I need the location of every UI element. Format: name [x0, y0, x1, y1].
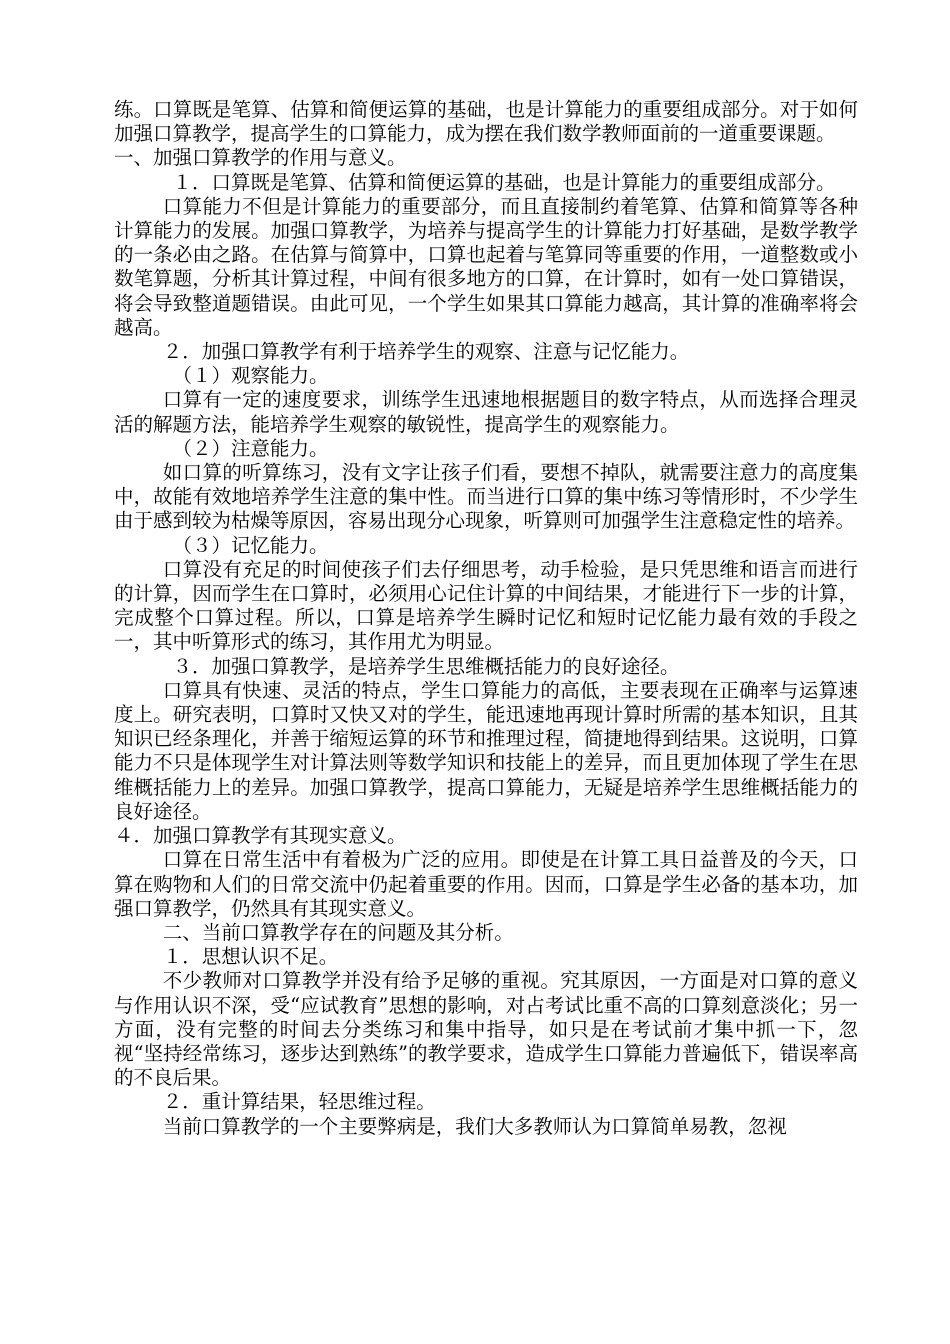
- paragraph: 口算具有快速、灵活的特点，学生口算能力的高低，主要表现在正确率与运算速度上。研究表明，口算时又快又对的学生，能迅速地再现计算时所需的基本知识，且其知识已经条理化，并善于缩短运算的环节和推理过程，简捷地得到结果。这说明，口算能力不只是体现学生对计算法则等数学知识和技能上的差异，而且更加体现了学生在思维概括能力上的差异。加强口算教学，提高口算能力，无疑是培养学生思维概括能力的良好途径。: [114, 678, 858, 823]
- subheading-attention: （２）注意能力。: [172, 436, 329, 460]
- paragraph: 口算没有充足的时间使孩子们去仔细思考，动手检验，是只凭思维和语言而进行的计算，因而学生在口算时，必须用心记住计算的中间结果，才能进行下一步的计算，完成整个口算过程。所以，口算是培养学生瞬时记忆和短时记忆能力最有效的手段之一，其中听算形式的练习，其作用尤为明显。: [114, 557, 858, 654]
- paragraph: 口算有一定的速度要求，训练学生迅速地根据题目的数字特点，从而选择合理灵活的解题方法，能培养学生观察的敏锐性，提高学生的观察能力。: [114, 388, 858, 436]
- paragraph-intro-continuation: 练。口算既是笔算、估算和简便运算的基础，也是计算能力的重要组成部分。对于如何加强口算教学，提高学生的口算能力，成为摆在我们数学教师面前的一道重要课题。: [114, 98, 858, 146]
- subheading-observation: （１）观察能力。: [172, 364, 329, 388]
- subheading-2-2: ２．重计算结果，轻思维过程。: [162, 1090, 436, 1114]
- subheading-1-2: ２．加强口算教学有利于培养学生的观察、注意与记忆能力。: [162, 340, 690, 364]
- paragraph: 口算能力不但是计算能力的重要部分，而且直接制约着笔算、估算和简算等各种计算能力的发展。加强口算教学，为培养与提高学生的计算能力打好基础，是数学教学的一条必由之路。在估算与简算中，口算也起着与笔算同等重要的作用，一道整数或小数笔算题，分析其计算过程，中间有很多地方的口算，在计算时，如有一处口算错误，将会导致整道题错误。由此可见，一个学生如果其口算能力越高，其计算的准确率将会越高。: [114, 194, 858, 339]
- subheading-1-3: ３．加强口算教学，是培养学生思维概括能力的良好途径。: [172, 654, 680, 678]
- subheading-1-4: ４．加强口算教学有其现实意义。: [114, 824, 407, 848]
- paragraph: 口算在日常生活中有着极为广泛的应用。即使是在计算工具日益普及的今天，口算在购物和人们的日常交流中仍起着重要的作用。因而，口算是学生必备的基本功，加强口算教学，仍然具有其现实意义。: [114, 848, 858, 920]
- section-heading-2: 二、当前口算教学存在的问题及其分析。: [162, 920, 514, 944]
- paragraph: 如口算的听算练习，没有文字让孩子们看，要想不掉队，就需要注意力的高度集中，故能有效地培养学生注意的集中性。而当进行口算的集中练习等情形时，不少学生由于感到较为枯燥等原因，容易出现分心现象，听算则可加强学生注意稳定性的培养。: [114, 461, 858, 533]
- subheading-memory: （３）记忆能力。: [172, 533, 329, 557]
- paragraph: 当前口算教学的一个主要弊病是，我们大多教师认为口算简单易教，忽视: [162, 1114, 787, 1138]
- subheading-2-1: １．思想认识不足。: [162, 945, 339, 969]
- paragraph: 不少教师对口算教学并没有给予足够的重视。究其原因，一方面是对口算的意义与作用认识不深，受“应试教育”思想的影响，对占考试比重不高的口算刻意淡化；另一方面，没有完整的时间去分类练习和集中指导，如只是在考试前才集中抓一下，忽视“坚持经常练习，逐步达到熟练”的教学要求，造成学生口算能力普遍低下，错误率高的不良后果。: [114, 969, 858, 1090]
- subheading-1-1: １．口算既是笔算、估算和简便运算的基础，也是计算能力的重要组成部分。: [172, 170, 836, 194]
- document-body: [114, 98, 858, 1139]
- section-heading-1: 一、加强口算教学的作用与意义。: [114, 146, 407, 170]
